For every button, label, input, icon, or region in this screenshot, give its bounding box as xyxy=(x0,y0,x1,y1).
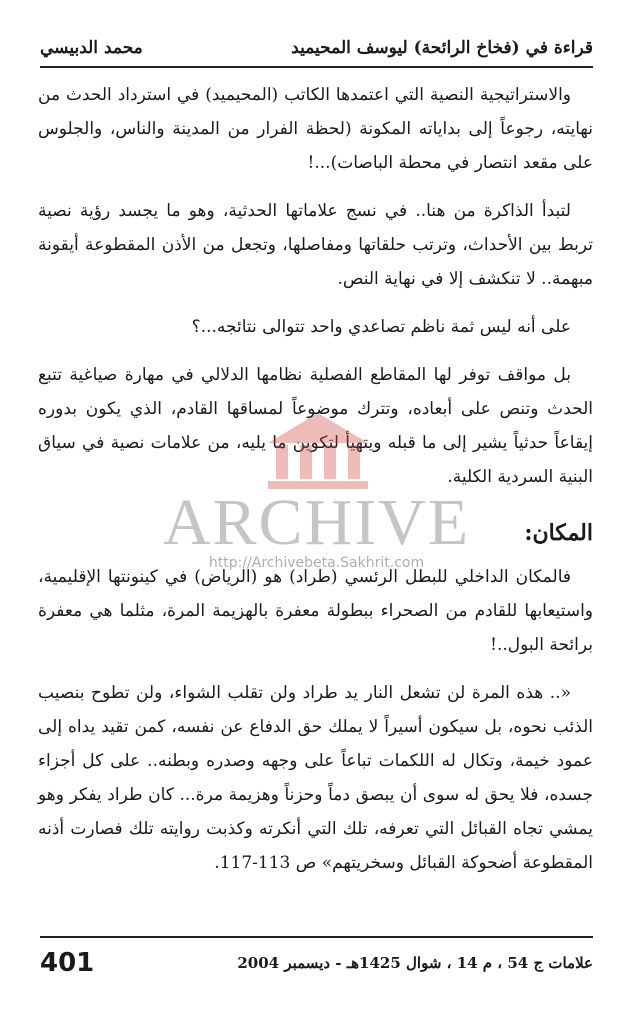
header-title: قراءة في (فخاخ الرائحة) ليوسف المحيميد xyxy=(291,38,593,58)
article-body xyxy=(38,78,593,894)
page-number: 401 xyxy=(40,948,95,978)
paragraph-2: لتبدأ الذاكرة من هنا.. في نسج علاماتها الحدثية، وهو ما يجسد رؤية نصية تربط بين الأحداث، وترتب حلقاتها ومفاصلها، وتجعل من الأذن المقطوعة أيقونة مبهمة.. لا تنكشف إلا في نهاية النص. xyxy=(38,201,593,289)
page-footer xyxy=(40,936,593,988)
paragraph-1: والاستراتيجية النصية التي اعتمدها الكاتب (المحيميد) في استرداد الحدث من نهايته، رجوعاً إلى بداياته المكونة (لحظة الفرار من المدينة والناس، والجلوس على مقعد انتصار في محطة الباصات)...! xyxy=(38,85,593,173)
watermark-title: ARCHIVE xyxy=(162,486,471,559)
paragraph-quote: «.. هذه المرة لن تشعل النار يد طراد ولن تقلب الشواء، ولن تطوح بنصيب الذئب نحوه، بل سيكون أسيراً لا يملك حق الدفاع عن نفسه، كمن تقيد يداه إلى عمود خيمة، وتكال له اللكمات تباعاً على وجهه وصدره وبطنه.. على كل أجزاء جسده، فلا يحق له سوى أن يبصق دماً وحزناً وهزيمة مرة... كان طراد يفكر وهو يمشي تجاه القبائل التي تعرفه، تلك التي أنكرته وكذبت روايته تلك فصارت أذنه المقطوعة أضحوكة القبائل وسخريتهم» ص 113-117. xyxy=(38,683,593,873)
paragraph-4: بل مواقف توفر لها المقاطع الفصلية نظامها الدلالي في مهارة صياغية تتبع الحدث وتنص على أبعاده، وتترك موضوعاً لمساقها القادم، الذي يكون بدوره إيقاعاً حدثياً يشير إلى ما قبله ويتهيأ لتكوين ما يليه، من علامات نصية في سياق البنية السردية الكلية. xyxy=(38,365,593,487)
running-header xyxy=(40,30,593,68)
journal-info: علامات ج 54 ، م 14 ، شوال 1425هـ - ديسمبر 2004 xyxy=(237,954,593,972)
watermark-url: http://Archivebeta.Sakhrit.com xyxy=(208,555,425,571)
section-heading-place: المكان: xyxy=(524,520,593,546)
paragraph-5: فالمكان الداخلي للبطل الرئسي (طراد) هو (الرياض) في كينونتها الإقليمية، واستيعابها للقادم من الصحراء ببطولة معفرة بالهزيمة المرة، مثلما هي معفرة برائحة البول..! xyxy=(38,567,593,655)
header-author: محمد الدبيسي xyxy=(40,38,143,58)
paragraph-3: على أنه ليس ثمة ناظم تصاعدي واحد تتوالى نتائجه...؟ xyxy=(191,317,571,337)
